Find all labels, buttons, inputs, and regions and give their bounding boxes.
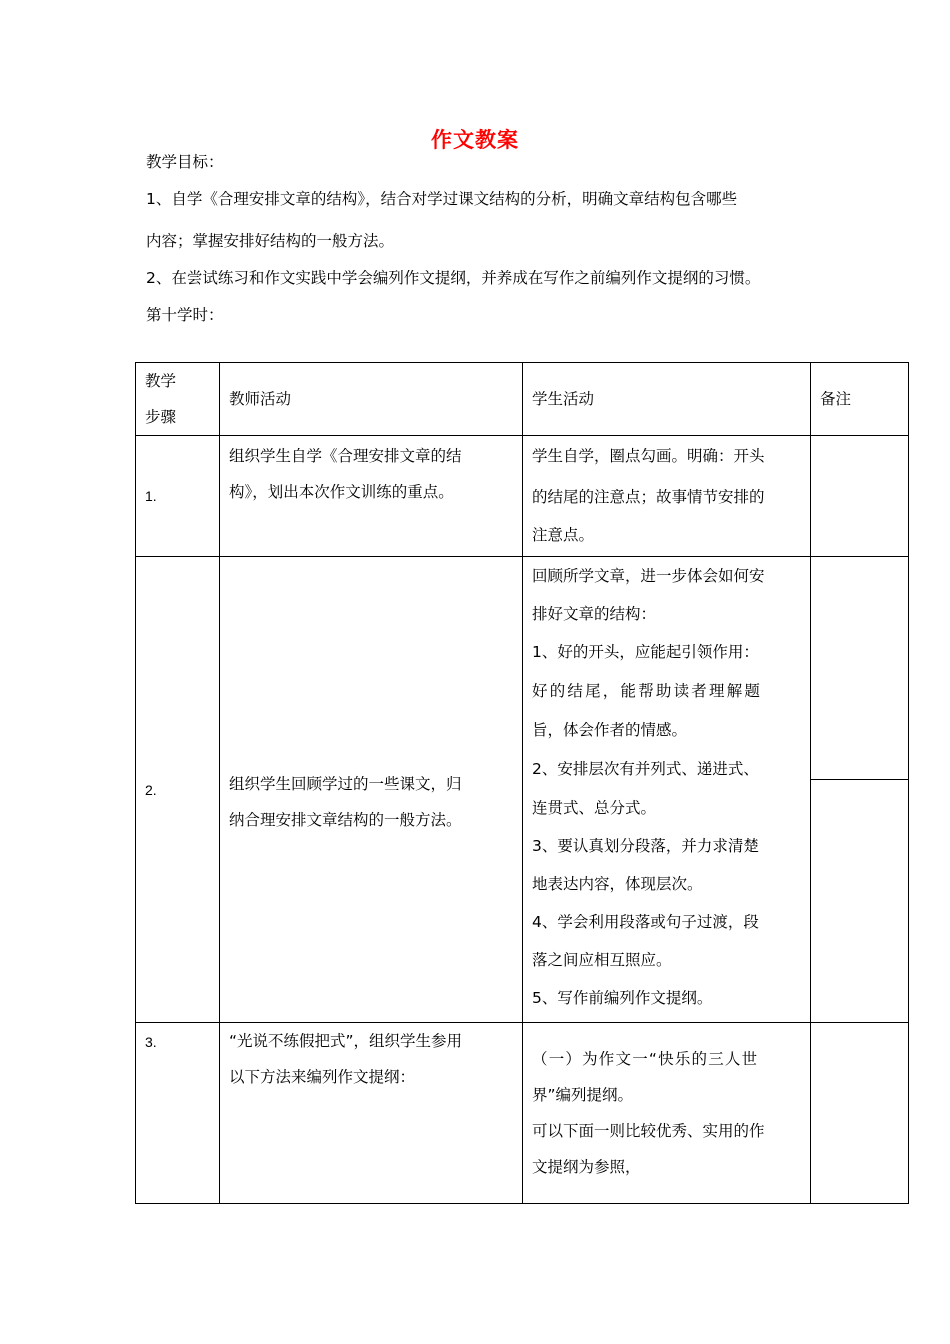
table-row: [136, 557, 909, 1023]
student-line: 2、安排层次有并列式、递进式、: [532, 760, 759, 778]
student-line: 落之间应相互照应。: [532, 951, 672, 969]
teacher-cell: [220, 436, 523, 557]
period-label: 第十学时：: [146, 306, 224, 324]
teacher-cell: [220, 1023, 523, 1204]
note-cell: [811, 1023, 909, 1204]
student-line: 4、学会利用段落或句子过渡，段: [532, 913, 759, 931]
student-cell: [523, 1023, 811, 1204]
student-line: 1、好的开头，应能起引领作用：: [532, 643, 759, 661]
note-cell-divider: [811, 779, 908, 780]
page-title: 作文教案: [431, 128, 519, 152]
student-line: 连贯式、总分式。: [532, 799, 657, 817]
header-step-line-1: 教学: [145, 372, 177, 390]
header-teacher: 教师活动: [220, 363, 523, 436]
student-line: 排好文章的结构：: [532, 605, 657, 623]
step-cell: 3.: [136, 1023, 220, 1204]
student-line: 5、写作前编列作文提纲。: [532, 989, 713, 1007]
student-cell: [523, 436, 811, 557]
student-line: 的结尾的注意点；故事情节安排的: [532, 488, 765, 506]
lesson-plan-table: [135, 362, 909, 1204]
student-line: 地表达内容，体现层次。: [532, 875, 703, 893]
header-note: 备注: [811, 363, 909, 436]
table-row: [136, 1023, 909, 1204]
student-line: 界”编列提纲。: [532, 1086, 634, 1104]
student-line: 文提纲为参照，: [532, 1158, 641, 1176]
table-row: [136, 436, 909, 557]
table-header-row: [136, 363, 909, 436]
objective-1-line-2: 内容；掌握安排好结构的一般方法。: [146, 232, 395, 250]
note-cell: [811, 557, 909, 1023]
teacher-line: 组织学生回顾学过的一些课文，归: [229, 774, 462, 793]
student-line: 3、要认真划分段落，并力求清楚: [532, 837, 759, 855]
student-line: 注意点。: [532, 526, 595, 544]
student-cell: [523, 557, 811, 1023]
teacher-line: 纳合理安排文章结构的一般方法。: [229, 810, 462, 829]
teacher-line: 构》，划出本次作文训练的重点。: [229, 483, 454, 501]
header-student: 学生活动: [523, 363, 811, 436]
note-cell: [811, 436, 909, 557]
student-line: 好的结尾，能帮助读者理解题: [532, 682, 763, 700]
teacher-line: “光说不练假把式”，组织学生参用: [229, 1032, 463, 1050]
teacher-cell: [220, 557, 523, 1023]
objective-2: 2、在尝试练习和作文实践中学会编列作文提纲，并养成在写作之前编列作文提纲的习惯。: [146, 269, 761, 287]
teacher-line: 组织学生自学《合理安排文章的结: [229, 447, 462, 465]
student-line: （一）为作文一“快乐的三人世: [532, 1050, 759, 1068]
header-step: [136, 363, 220, 436]
student-line: 旨，体会作者的情感。: [532, 721, 688, 739]
objectives-label: 教学目标：: [146, 153, 224, 171]
step-cell: 1.: [136, 436, 220, 557]
student-line: 回顾所学文章，进一步体会如何安: [532, 567, 765, 585]
student-line: 学生自学，圈点勾画。明确：开头: [532, 447, 765, 465]
teacher-line: 以下方法来编列作文提纲：: [229, 1068, 416, 1086]
student-line: 可以下面一则比较优秀、实用的作: [532, 1122, 765, 1140]
step-cell: 2.: [136, 557, 220, 1023]
header-step-line-2: 步骤: [145, 408, 177, 426]
objective-1-line-1: 1、自学《合理安排文章的结构》，结合对学过课文结构的分析，明确文章结构包含哪些: [146, 190, 738, 208]
